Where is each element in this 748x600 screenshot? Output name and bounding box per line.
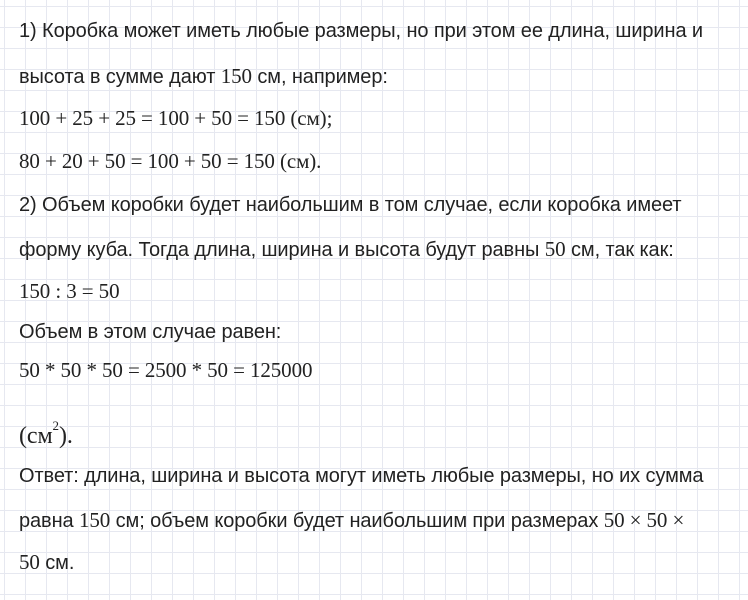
line-6 bbox=[19, 235, 674, 264]
line-12-text-b: см; объем коробки будет наибольшим при размерах bbox=[110, 510, 604, 532]
line-6-text-a: форму куба. Тогда длина, ширина и высота будут равны bbox=[19, 239, 545, 261]
line-9-formula bbox=[19, 356, 312, 384]
line-2-text-b: см, например: bbox=[251, 66, 388, 88]
line-12-answer bbox=[19, 506, 684, 535]
line-12-number: 150 bbox=[79, 508, 111, 532]
line-8 bbox=[19, 318, 281, 346]
line-10-text-a: (см bbox=[19, 423, 53, 449]
line-10-text-b: ). bbox=[58, 423, 73, 449]
line-9-text: 50 * 50 * 50 = 2500 * 50 = 125000 bbox=[19, 358, 313, 382]
line-13-text-b: см. bbox=[39, 552, 75, 574]
line-7-text: 150 : 3 = 50 bbox=[19, 279, 120, 303]
line-8-text: Объем в этом случае равен: bbox=[19, 321, 282, 343]
line-7-formula bbox=[19, 277, 119, 305]
line-13-number: 50 bbox=[19, 550, 40, 574]
line-1 bbox=[19, 17, 703, 45]
line-2-text-a: высота в сумме дают bbox=[19, 66, 221, 88]
line-10-unit bbox=[19, 416, 73, 450]
line-4-text: 80 + 20 + 50 = 100 + 50 = 150 (см). bbox=[19, 149, 322, 173]
line-10-exponent: 2 bbox=[52, 418, 59, 433]
line-2 bbox=[19, 62, 388, 91]
line-1-text: 1) Коробка может иметь любые размеры, но при этом ее длина, ширина и bbox=[19, 20, 704, 42]
line-13-answer bbox=[19, 548, 74, 577]
line-5 bbox=[19, 191, 681, 219]
line-4-formula bbox=[19, 147, 321, 175]
line-3-text: 100 + 25 + 25 = 100 + 50 = 150 (см); bbox=[19, 106, 333, 130]
line-3-formula bbox=[19, 104, 332, 132]
line-6-text-b: см, так как: bbox=[565, 239, 674, 261]
line-12-text-a: равна bbox=[19, 510, 79, 532]
line-2-number: 150 bbox=[220, 64, 252, 88]
line-5-text: 2) Объем коробки будет наибольшим в том случае, если коробка имеет bbox=[19, 194, 682, 216]
line-11-text: Ответ: длина, ширина и высота могут иметь любые размеры, но их сумма bbox=[19, 465, 704, 487]
line-11-answer bbox=[19, 462, 703, 490]
line-6-number: 50 bbox=[544, 237, 566, 261]
line-12-dimensions: 50 × 50 × bbox=[603, 508, 685, 532]
